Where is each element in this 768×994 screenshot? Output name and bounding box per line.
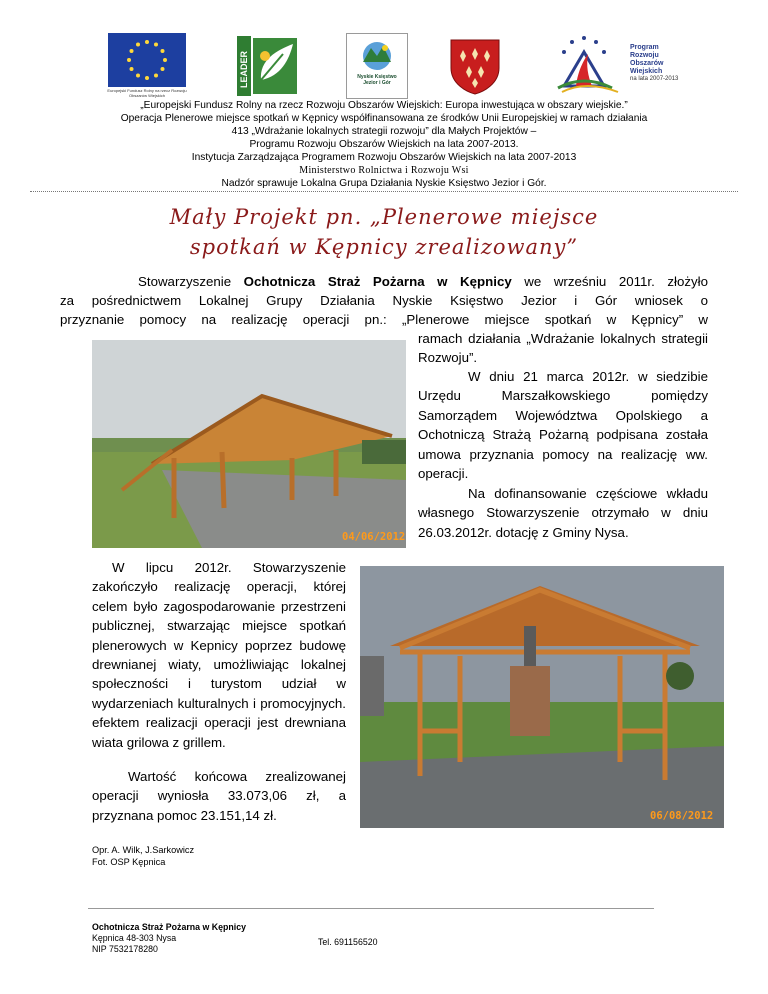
- footer-nip: NIP 7532178280: [92, 944, 158, 954]
- footer-divider: [88, 908, 654, 909]
- header-line-2: Operacja Plenerowe miejsce spotkań w Kępnicy współfinansowana ze środków Unii Europejskiej w ramach działania: [120, 113, 648, 124]
- photo1-date-stamp: 04/06/2012: [342, 531, 406, 543]
- left-para-1: W lipcu 2012r. Stowarzyszenie zakończyło realizację operacji, której celem było zagospodarowanie przestrzeni publicznej, stwarzając miejsce spotkań plenerowych w Kepnicy poprzez budowę drewnianej wiaty, umożliwiając lokalnej społeczności i turystom udział w wydarzeniach kulturalnych i promocyjnych. efektem realizacji operacji jest drewniana wiata grilowa z grillem.: [92, 560, 346, 750]
- header-line-6: Ministerstwo Rolnictwa i Rozwoju Wsi: [299, 165, 469, 176]
- svg-text:LEADER: LEADER: [239, 50, 249, 88]
- photo2-date-stamp: 06/08/2012: [650, 810, 714, 822]
- footer-address: Kępnica 48-303 Nysa: [92, 933, 177, 943]
- credit-photo: Fot. OSP Kępnica: [92, 857, 166, 867]
- credit-author: Opr. A. Wilk, J.Sarkowicz: [92, 845, 195, 855]
- leader-logo: [237, 36, 299, 96]
- organization-name: Ochotnicza Straż Pożarna w Kępnicy: [243, 274, 512, 289]
- page-title-line-2: spotkań w Kępnicy zrealizowany”: [189, 235, 579, 259]
- header-line-1: „Europejski Fundusz Rolny na rzecz Rozwoju Obszarów Wiejskich: Europa inwestująca w obszary wiejskie.”: [140, 100, 628, 111]
- photo-shelter-construction: [92, 340, 406, 548]
- footer-org-name: Ochotnicza Straż Pożarna w Kępnicy: [92, 922, 246, 932]
- right-para-1: ramach działania „Wdrażanie lokalnych strategii Rozwoju”.: [418, 331, 708, 366]
- eu-flag-logo: [108, 33, 186, 87]
- right-para-3: Na dofinansowanie częściowe wkładu własnego Stowarzyszenie otrzymało w dniu 26.03.2012r. dotację z Gminy Nysa.: [418, 486, 708, 540]
- prow-logo-text: Program Rozwoju Obszarów Wiejskich: [630, 44, 664, 75]
- header-divider: [30, 191, 738, 192]
- intro-line-1: Stowarzyszenie Ochotnicza Straż Pożarna w Kępnicy we wrześniu 2011r. złożyło: [138, 274, 708, 289]
- nysa-logo-caption: Nyskie Księstwo Jezior i Gór: [357, 74, 397, 86]
- header-line-3: 413 „Wdrażanie lokalnych strategii rozwoju” dla Małych Projektów –: [231, 126, 537, 137]
- page-title-line-1: Mały Projekt pn. „Plenerowe miejsce: [169, 205, 599, 229]
- prow-logo-years: na lata 2007-2013: [630, 76, 679, 82]
- header-line-4: Programu Rozwoju Obszarów Wiejskich na lata 2007-2013.: [249, 139, 519, 150]
- header-line-5: Instytucja Zarządzająca Programem Rozwoju Obszarów Wiejskich na lata 2007-2013: [191, 152, 577, 163]
- nysa-lgd-logo: [346, 33, 408, 99]
- coat-of-arms-logo: [447, 36, 503, 96]
- prow-logo: [540, 30, 632, 94]
- intro-line-2: za pośrednictwem Lokalnej Grupy Działania Nyskie Księstwo Jezior i Gór wniosek o: [60, 293, 708, 308]
- eu-logo-caption: Europejski Fundusz Rolny na rzecz Rozwoju Obszarów Wiejskich: [107, 88, 187, 98]
- right-para-2: W dniu 21 marca 2012r. w siedzibie Urzędu Marszałkowskiego pomiędzy Samorządem Województwa Opolskiego a Ochotniczą Strażą Pożarną podpisana została umowa przyznania pomocy na realizację ww. operacji.: [418, 369, 708, 482]
- left-para-2: Wartość końcowa zrealizowanej operacji wyniosła 33.073,06 zł, a przyznana pomoc 23.151,14 zł.: [92, 769, 346, 823]
- photo-shelter-finished: [360, 566, 724, 828]
- footer-phone: Tel. 691156520: [318, 937, 378, 947]
- intro-line-3: przyznanie pomocy na realizację operacji pn.: „Plenerowe miejsce spotkań w Kępnicy” w: [60, 312, 708, 327]
- header-line-7: Nadzór sprawuje Lokalna Grupa Działania Nyskie Księstwo Jezior i Gór.: [221, 178, 547, 189]
